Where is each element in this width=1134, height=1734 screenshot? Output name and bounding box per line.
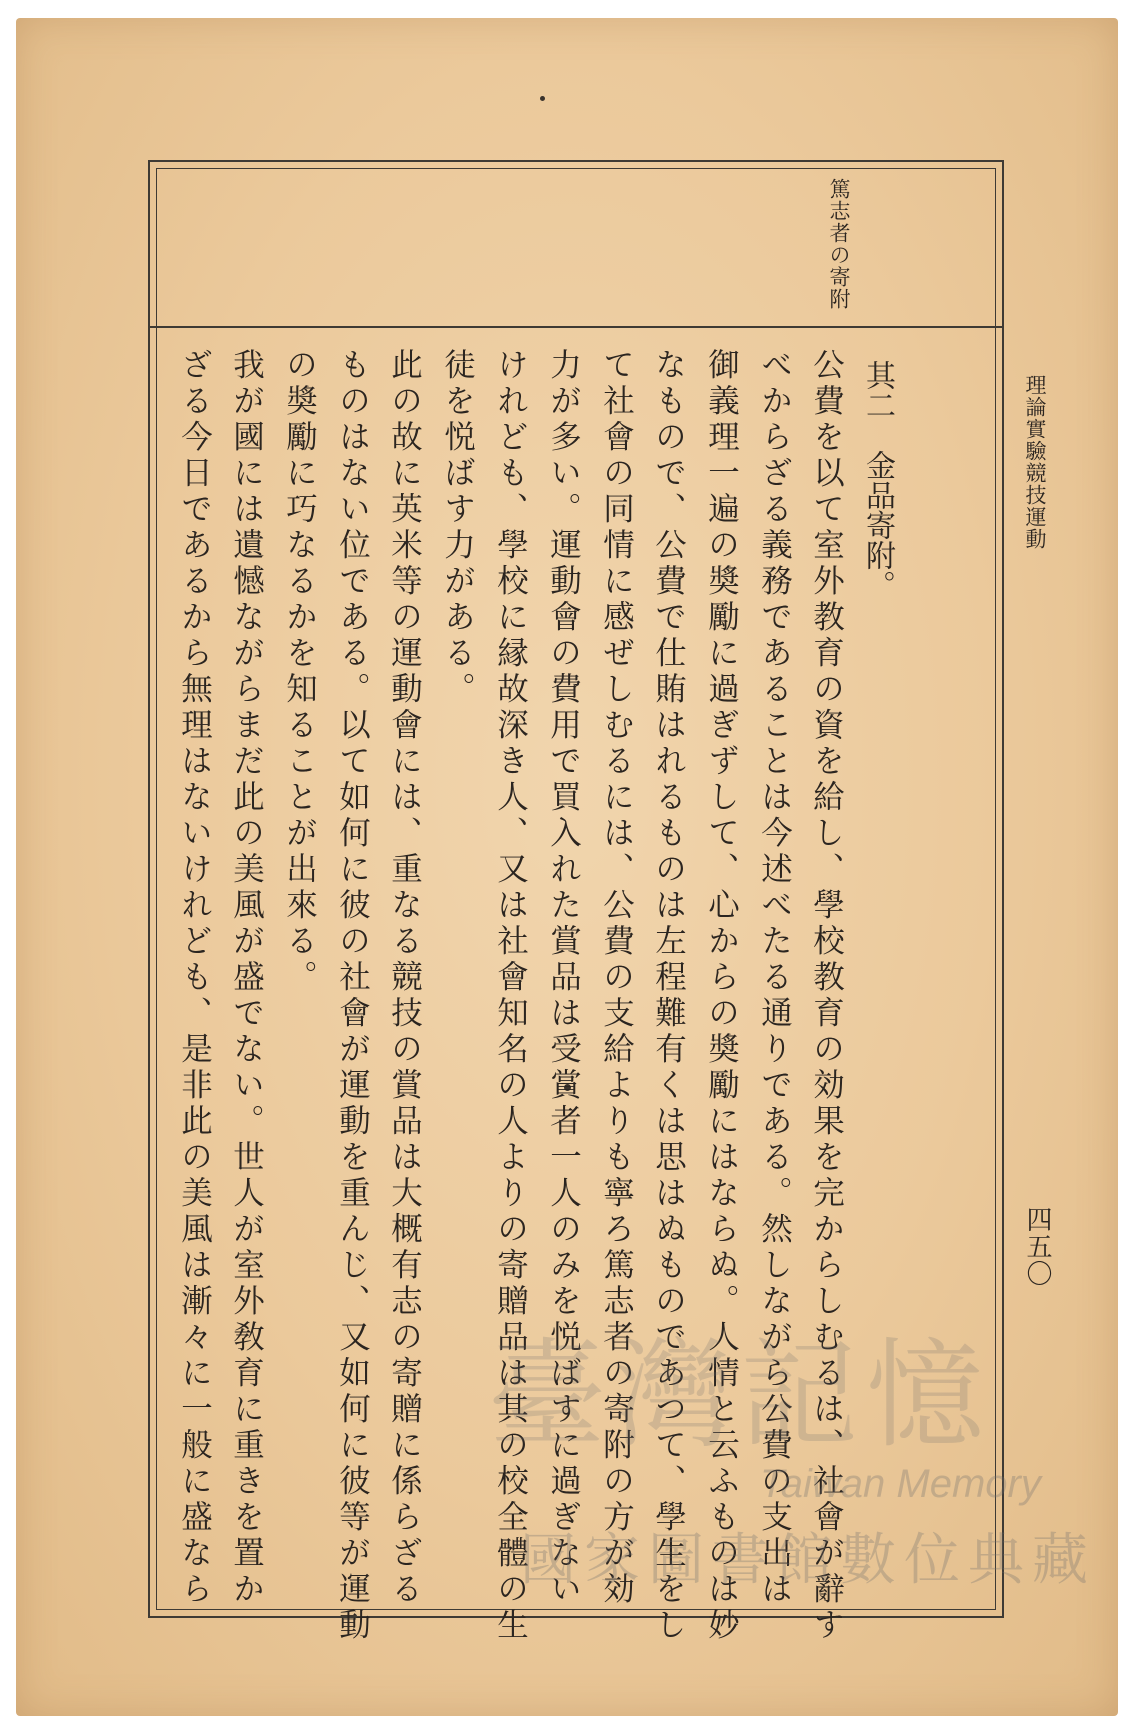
body-line: の奬勵に巧なるかを知ることが出來る。 xyxy=(281,348,318,996)
body-line: 此の故に英米等の運動會には、重なる競技の賞品は大概有志の寄贈に係らざる xyxy=(386,348,423,1608)
ink-speck xyxy=(540,96,545,101)
watermark-logo-script: 臺灣記憶 xyxy=(488,1326,993,1464)
body-line: けれども、學校に縁故深き人、又は社會知名の人よりの寄贈品は其の校全體の生 xyxy=(492,348,529,1644)
page-number: 四五〇 xyxy=(1022,1206,1052,1287)
body-line: べからざる義務であることは今述べたる通りである。然しながら公費の支出は xyxy=(756,348,793,1608)
body-line: 公費を以て室外教育の資を給し、學校教育の効果を完からしむるは、社會が辭す xyxy=(808,348,845,1644)
body-line: 御義理一遍の奬勵に過ぎずして、心からの奬勵にはならぬ。人情と云ふものは妙 xyxy=(703,348,740,1644)
section-title: 其二 金品寄附。 xyxy=(860,360,895,600)
body-line: ざる今日であるから無理はないけれども、是非此の美風は漸々に一般に盛なら xyxy=(176,348,213,1608)
body-line: なもので、公費で仕賄はれるものは左程難有くは思はぬものであつて、學生をし xyxy=(650,348,687,1644)
body-line: ものはない位である。以て如何に彼の社會が運動を重んじ、又如何に彼等が運動 xyxy=(334,348,371,1644)
body-line: 我が國には遺憾ながらまだ此の美風が盛でない。世人が室外敎育に重きを置か xyxy=(228,348,265,1608)
running-head: 理論實驗競技運動 xyxy=(1023,374,1047,550)
body-line: て社會の同情に感ぜしむるには、公費の支給よりも寧ろ篤志者の寄附の方が効 xyxy=(598,348,635,1608)
body-line: 徒を悦ばす力がある。 xyxy=(439,348,476,708)
headnote-rule xyxy=(150,326,1002,328)
body-line: 力が多い。運動會の費用で買入れた賞品は受賞者一人のみを悦ばすに過ぎない xyxy=(545,348,582,1608)
headnote: 篤志者の寄附 xyxy=(827,178,851,310)
watermark-institution: 國家圖書館數位典藏 xyxy=(520,1528,1096,1593)
watermark-logo-latin: Taiwan Memory xyxy=(760,1462,1041,1506)
